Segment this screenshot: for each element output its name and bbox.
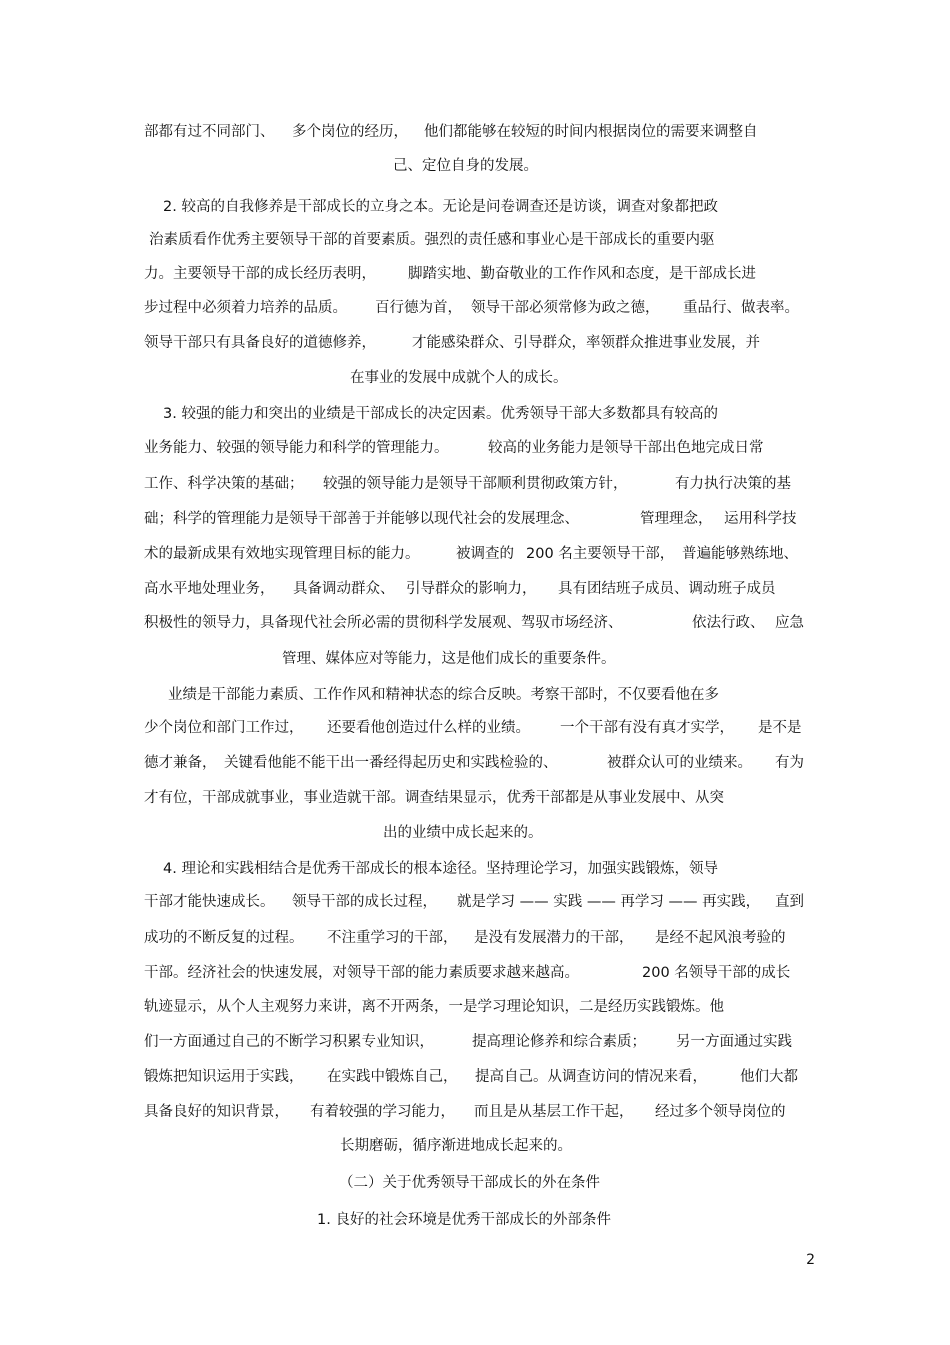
text-segment: 是没有发展潜力的干部， (474, 930, 634, 946)
text-segment: 2. 较高的自我修养是干部成长的立身之本。无论是问卷调查还是访谈，调查对象都把政 (163, 199, 718, 215)
text-segment: 业绩是干部能力素质、工作作风和精神状态的综合反映。考察干部时，不仅要看他在多 (168, 687, 719, 703)
text-segment: （二）关于优秀领导干部成长的外在条件 (339, 1175, 600, 1191)
text-segment: 4. 理论和实践相结合是优秀干部成长的根本途径。坚持理论学习，加强实践锻炼，领导 (163, 861, 718, 877)
text-segment: 步过程中必须着力培养的品质。 (144, 300, 347, 316)
text-segment: 们一方面通过自己的不断学习积累专业知识， (144, 1034, 434, 1050)
text-segment: 础；科学的管理能力是领导干部善于并能够以现代社会的发展理念、 (144, 511, 579, 527)
text-segment: 3. 较强的能力和突出的业绩是干部成长的决定因素。优秀领导干部大多数都具有较高的 (163, 406, 718, 422)
text-segment: 具备良好的知识背景， (144, 1104, 289, 1120)
text-segment: 还要看他创造过什么样的业绩。 (327, 720, 530, 736)
text-segment: 有着较强的学习能力， (310, 1104, 455, 1120)
text-segment: 依法行政、 (692, 615, 765, 631)
text-segment: 关键看他能不能干出一番经得起历史和实践检验的、 (224, 755, 558, 771)
text-segment: 具备调动群众、 (293, 581, 395, 597)
text-segment: 200 名主要领导干部， (526, 546, 675, 562)
text-segment: 有为 (775, 755, 804, 771)
text-segment: 提高自己。从调查访问的情况来看， (475, 1069, 707, 1085)
text-segment: 引导群众的影响力， (406, 581, 537, 597)
text-segment: 200 名领导干部的成长 (642, 965, 791, 981)
text-segment: 应急 (775, 615, 804, 631)
text-segment: 才能感染群众、引导群众，率领群众推进事业发展，并 (412, 335, 760, 351)
text-segment: 才有位，干部成就事业，事业造就干部。调查结果显示，优秀干部都是从事业发展中、从突 (144, 790, 724, 806)
text-segment: 百行德为首， (375, 300, 462, 316)
text-segment: 具有团结班子成员、调动班子成员 (558, 581, 776, 597)
text-segment: 多个岗位的经历， (292, 124, 408, 140)
text-segment: 高水平地处理业务， (144, 581, 275, 597)
text-segment: 管理、媒体应对等能力，这是他们成长的重要条件。 (282, 651, 616, 667)
text-segment: 领导干部只有具备良好的道德修养， (144, 335, 376, 351)
text-segment: 运用科学技 (724, 511, 797, 527)
text-segment: 术的最新成果有效地实现管理目标的能力。 (144, 546, 420, 562)
text-segment: 直到 (775, 894, 804, 910)
text-segment: 积极性的领导力，具备现代社会所必需的贯彻科学发展观、驾驭市场经济、 (144, 615, 623, 631)
text-segment: 工作、科学决策的基础； (144, 476, 304, 492)
text-segment: 力。主要领导干部的成长经历表明， (144, 266, 376, 282)
text-segment: 就是学习 —— 实践 —— 再学习 —— 再实践， (457, 894, 761, 910)
text-segment: 德才兼备， (144, 755, 217, 771)
text-segment: 他们都能够在较短的时间内根据岗位的需要来调整自 (424, 124, 758, 140)
text-segment: 领导干部必须常修为政之德， (471, 300, 660, 316)
text-segment: 重品行、做表率。 (683, 300, 799, 316)
text-segment: 提高理论修养和综合素质； (472, 1034, 646, 1050)
text-segment: 是不是 (758, 720, 802, 736)
text-segment: 锻炼把知识运用于实践， (144, 1069, 304, 1085)
text-segment: 较高的业务能力是领导干部出色地完成日常 (488, 440, 764, 456)
text-segment: 领导干部的成长过程， (292, 894, 437, 910)
text-segment: 长期磨砺，循序渐进地成长起来的。 (340, 1138, 572, 1154)
text-segment: 出的业绩中成长起来的。 (383, 825, 543, 841)
text-segment: 被群众认可的业绩来。 (607, 755, 752, 771)
text-segment: 另一方面通过实践 (676, 1034, 792, 1050)
text-segment: 干部。经济社会的快速发展，对领导干部的能力素质要求越来越高。 (144, 965, 579, 981)
text-segment: 不注重学习的干部， (327, 930, 458, 946)
text-segment: 管理理念， (640, 511, 713, 527)
text-segment: 轨迹显示，从个人主观努力来讲，离不开两条，一是学习理论知识，二是经历实践锻炼。他 (144, 999, 724, 1015)
text-segment: 业务能力、较强的领导能力和科学的管理能力。 (144, 440, 449, 456)
text-segment: 脚踏实地、勤奋敬业的工作作风和态度，是干部成长进 (408, 266, 756, 282)
text-segment: 在实践中锻炼自己， (327, 1069, 458, 1085)
text-segment: 干部才能快速成长。 (144, 894, 275, 910)
text-segment: 己、定位自身的发展。 (393, 158, 538, 174)
text-segment: 在事业的发展中成就个人的成长。 (350, 370, 568, 386)
text-segment: 普遍能够熟练地、 (682, 546, 798, 562)
text-segment: 他们大都 (740, 1069, 798, 1085)
text-segment: 部都有过不同部门、 (144, 124, 275, 140)
text-segment: 成功的不断反复的过程。 (144, 930, 304, 946)
text-segment: 较强的领导能力是领导干部顺利贯彻政策方针， (323, 476, 628, 492)
text-segment: 治素质看作优秀主要领导干部的首要素质。强烈的责任感和事业心是干部成长的重要内驱 (149, 232, 715, 248)
text-segment: 少个岗位和部门工作过， (144, 720, 304, 736)
text-segment: 被调查的 (456, 546, 514, 562)
text-segment: 经过多个领导岗位的 (655, 1104, 786, 1120)
text-segment: 一个干部有没有真才实学， (560, 720, 734, 736)
page-number: 2 (806, 1252, 815, 1268)
text-segment: 1. 良好的社会环境是优秀干部成长的外部条件 (317, 1212, 611, 1228)
text-segment: 而且是从基层工作干起， (474, 1104, 634, 1120)
text-segment: 有力执行决策的基 (675, 476, 791, 492)
text-segment: 是经不起风浪考验的 (655, 930, 786, 946)
